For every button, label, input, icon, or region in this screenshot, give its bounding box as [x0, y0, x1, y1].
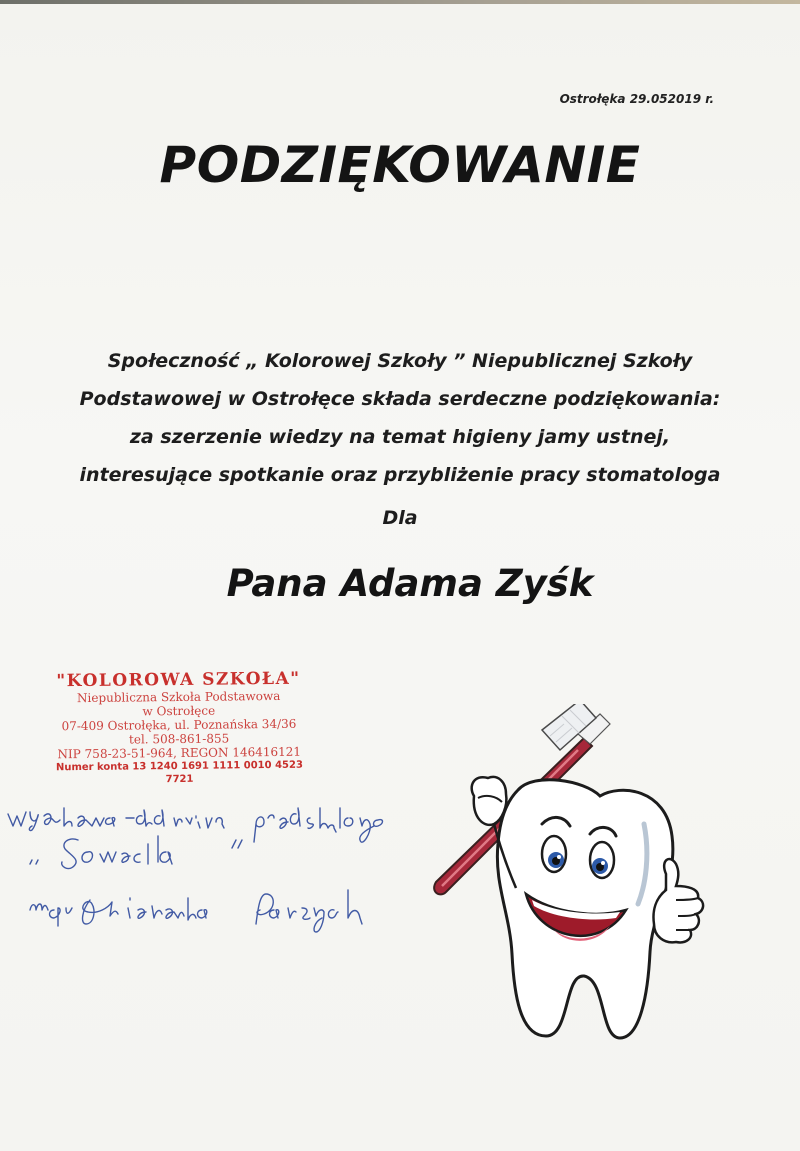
stamp-account-number: Numer konta 13 1240 1691 1111 0010 4523 7721: [55, 759, 303, 786]
recipient-name: Pana Adama Zyśk: [226, 562, 594, 605]
school-stamp: [47, 669, 310, 788]
smiling-tooth-with-toothbrush-icon: [414, 704, 714, 1054]
body-line-2: Podstawowej w Ostrołęce składa serdeczne podziękowania:: [79, 388, 721, 410]
certificate-date: Ostrołęka 29.052019 r.: [559, 92, 714, 106]
stamp-line-2: w Ostrołęce: [142, 703, 216, 719]
body-line-1: Społeczność „ Kolorowej Szkoły ” Niepublicznej Szkoły: [107, 350, 693, 372]
stamp-phone: tel. 508-861-855: [128, 731, 230, 747]
certificate-body: [40, 342, 760, 494]
stamp-school-name: "KOLOROWA SZKOŁA": [56, 668, 301, 692]
handwritten-signature: [0, 794, 440, 954]
for-label: Dla: [382, 507, 418, 529]
certificate-title: PODZIĘKOWANIE: [159, 136, 641, 194]
stamp-address: 07-409 Ostrołęka, ul. Poznańska 34/36: [61, 716, 297, 734]
certificate-page: [0, 4, 800, 1151]
stamp-line-1: Niepubliczna Szkoła Podstawowa: [76, 688, 281, 706]
body-line-3: za szerzenie wiedzy na temat higieny jamy ustnej,: [129, 426, 671, 448]
stamp-nip-regon: NIP 758-23-51-964, REGON 146416121: [57, 744, 302, 762]
body-line-4: interesujące spotkanie oraz przybliżenie pracy stomatologa: [79, 464, 721, 486]
